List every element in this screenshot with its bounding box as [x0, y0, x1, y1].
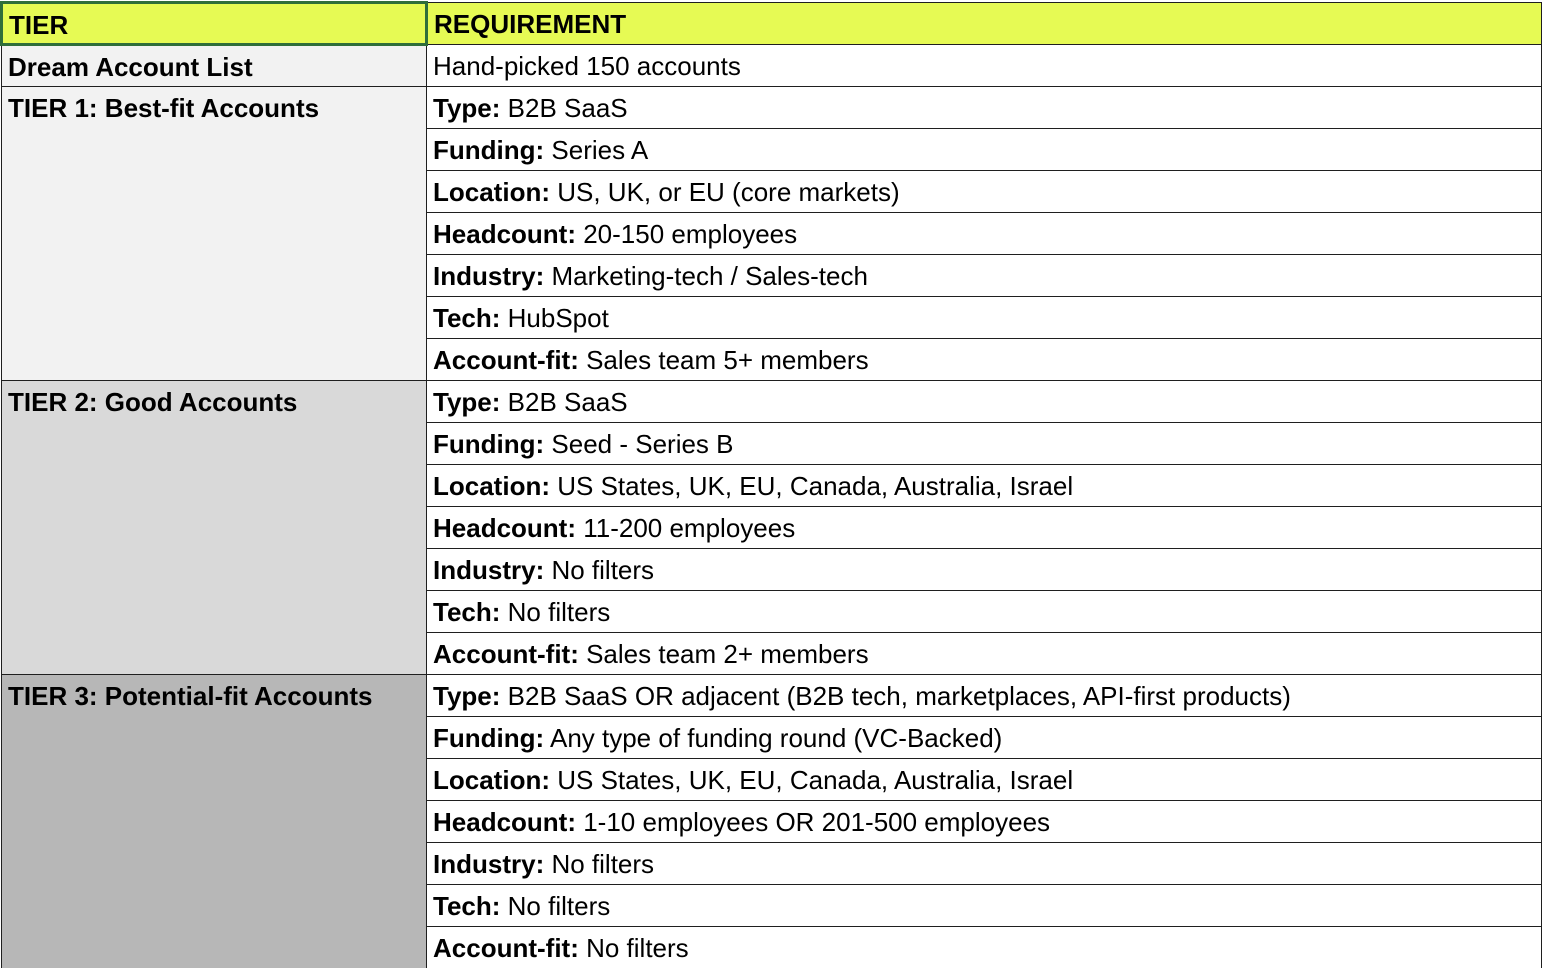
- requirement-cell[interactable]: [427, 255, 1542, 297]
- requirement-value: B2B SaaS: [500, 387, 628, 417]
- requirement-cell[interactable]: [427, 381, 1542, 423]
- tier-1-cell[interactable]: TIER 1: Best-fit Accounts: [2, 87, 427, 381]
- requirement-label: Headcount:: [433, 219, 576, 249]
- header-cell-requirement[interactable]: REQUIREMENT: [427, 3, 1542, 45]
- requirement-value: Seed - Series B: [544, 429, 734, 459]
- requirement-label: Funding:: [433, 135, 545, 165]
- requirement-label: Tech:: [433, 597, 501, 627]
- requirement-cell[interactable]: [427, 297, 1542, 339]
- requirement-cell[interactable]: [427, 759, 1542, 801]
- requirement-label: Industry:: [433, 849, 545, 879]
- requirement-label: Account-fit:: [433, 345, 579, 375]
- requirement-label: Tech:: [433, 303, 501, 333]
- requirement-label: Location:: [433, 471, 550, 501]
- requirement-value: No filters: [544, 849, 655, 879]
- table-row: [2, 675, 1542, 717]
- requirement-value: No filters: [578, 933, 689, 963]
- requirement-value: No filters: [500, 597, 611, 627]
- requirement-label: Account-fit:: [433, 639, 579, 669]
- requirement-cell[interactable]: [427, 591, 1542, 633]
- table-row: [2, 87, 1542, 129]
- requirement-label: Industry:: [433, 555, 545, 585]
- requirement-label: Headcount:: [433, 807, 576, 837]
- dream-row: [2, 45, 1542, 87]
- tier-3-cell[interactable]: TIER 3: Potential-fit Accounts: [2, 675, 427, 968]
- requirement-cell[interactable]: [427, 927, 1542, 968]
- requirement-value: HubSpot: [500, 303, 609, 333]
- requirement-label: Industry:: [433, 261, 545, 291]
- requirement-cell[interactable]: [427, 129, 1542, 171]
- requirement-cell[interactable]: [427, 87, 1542, 129]
- requirement-value: US, UK, or EU (core markets): [550, 177, 900, 207]
- requirement-cell[interactable]: [427, 213, 1542, 255]
- dream-account-value-cell[interactable]: Hand-picked 150 accounts: [427, 45, 1542, 87]
- requirement-value: US States, UK, EU, Canada, Australia, Israel: [550, 471, 1074, 501]
- requirement-value: B2B SaaS OR adjacent (B2B tech, marketplaces, API-first products): [500, 681, 1291, 711]
- requirement-cell[interactable]: [427, 843, 1542, 885]
- requirement-cell[interactable]: [427, 171, 1542, 213]
- requirement-label: Location:: [433, 177, 550, 207]
- requirement-value: 1-10 employees OR 201-500 employees: [576, 807, 1051, 837]
- requirement-value: 11-200 employees: [576, 513, 796, 543]
- requirement-cell[interactable]: [427, 717, 1542, 759]
- header-cell-tier[interactable]: TIER: [2, 3, 427, 45]
- requirement-value: No filters: [500, 891, 611, 921]
- requirement-cell[interactable]: [427, 465, 1542, 507]
- requirement-value: No filters: [544, 555, 655, 585]
- requirement-label: Location:: [433, 765, 550, 795]
- requirement-cell[interactable]: [427, 549, 1542, 591]
- requirement-cell[interactable]: [427, 885, 1542, 927]
- requirement-cell[interactable]: [427, 423, 1542, 465]
- requirement-label: Account-fit:: [433, 933, 579, 963]
- requirement-value: Any type of funding round (VC-Backed): [544, 723, 1003, 753]
- requirement-label: Headcount:: [433, 513, 576, 543]
- requirement-label: Funding:: [433, 723, 545, 753]
- dream-account-label-cell[interactable]: Dream Account List: [2, 45, 427, 87]
- tier-2-cell[interactable]: TIER 2: Good Accounts: [2, 381, 427, 675]
- requirement-value: 20-150 employees: [576, 219, 798, 249]
- header-row: [2, 3, 1542, 45]
- requirement-label: Funding:: [433, 429, 545, 459]
- requirement-cell[interactable]: [427, 801, 1542, 843]
- requirement-label: Tech:: [433, 891, 501, 921]
- requirement-label: Type:: [433, 387, 501, 417]
- requirement-cell[interactable]: [427, 507, 1542, 549]
- requirement-cell[interactable]: [427, 675, 1542, 717]
- requirement-value: Sales team 2+ members: [578, 639, 869, 669]
- requirement-value: Sales team 5+ members: [578, 345, 869, 375]
- requirement-cell[interactable]: [427, 339, 1542, 381]
- requirement-value: US States, UK, EU, Canada, Australia, Israel: [550, 765, 1074, 795]
- table-row: [2, 381, 1542, 423]
- requirement-value: B2B SaaS: [500, 93, 628, 123]
- requirement-value: Marketing-tech / Sales-tech: [544, 261, 868, 291]
- requirement-cell[interactable]: [427, 633, 1542, 675]
- requirement-value: Series A: [544, 135, 649, 165]
- requirement-label: Type:: [433, 681, 501, 711]
- tier-requirements-table: [0, 1, 1542, 968]
- requirement-label: Type:: [433, 93, 501, 123]
